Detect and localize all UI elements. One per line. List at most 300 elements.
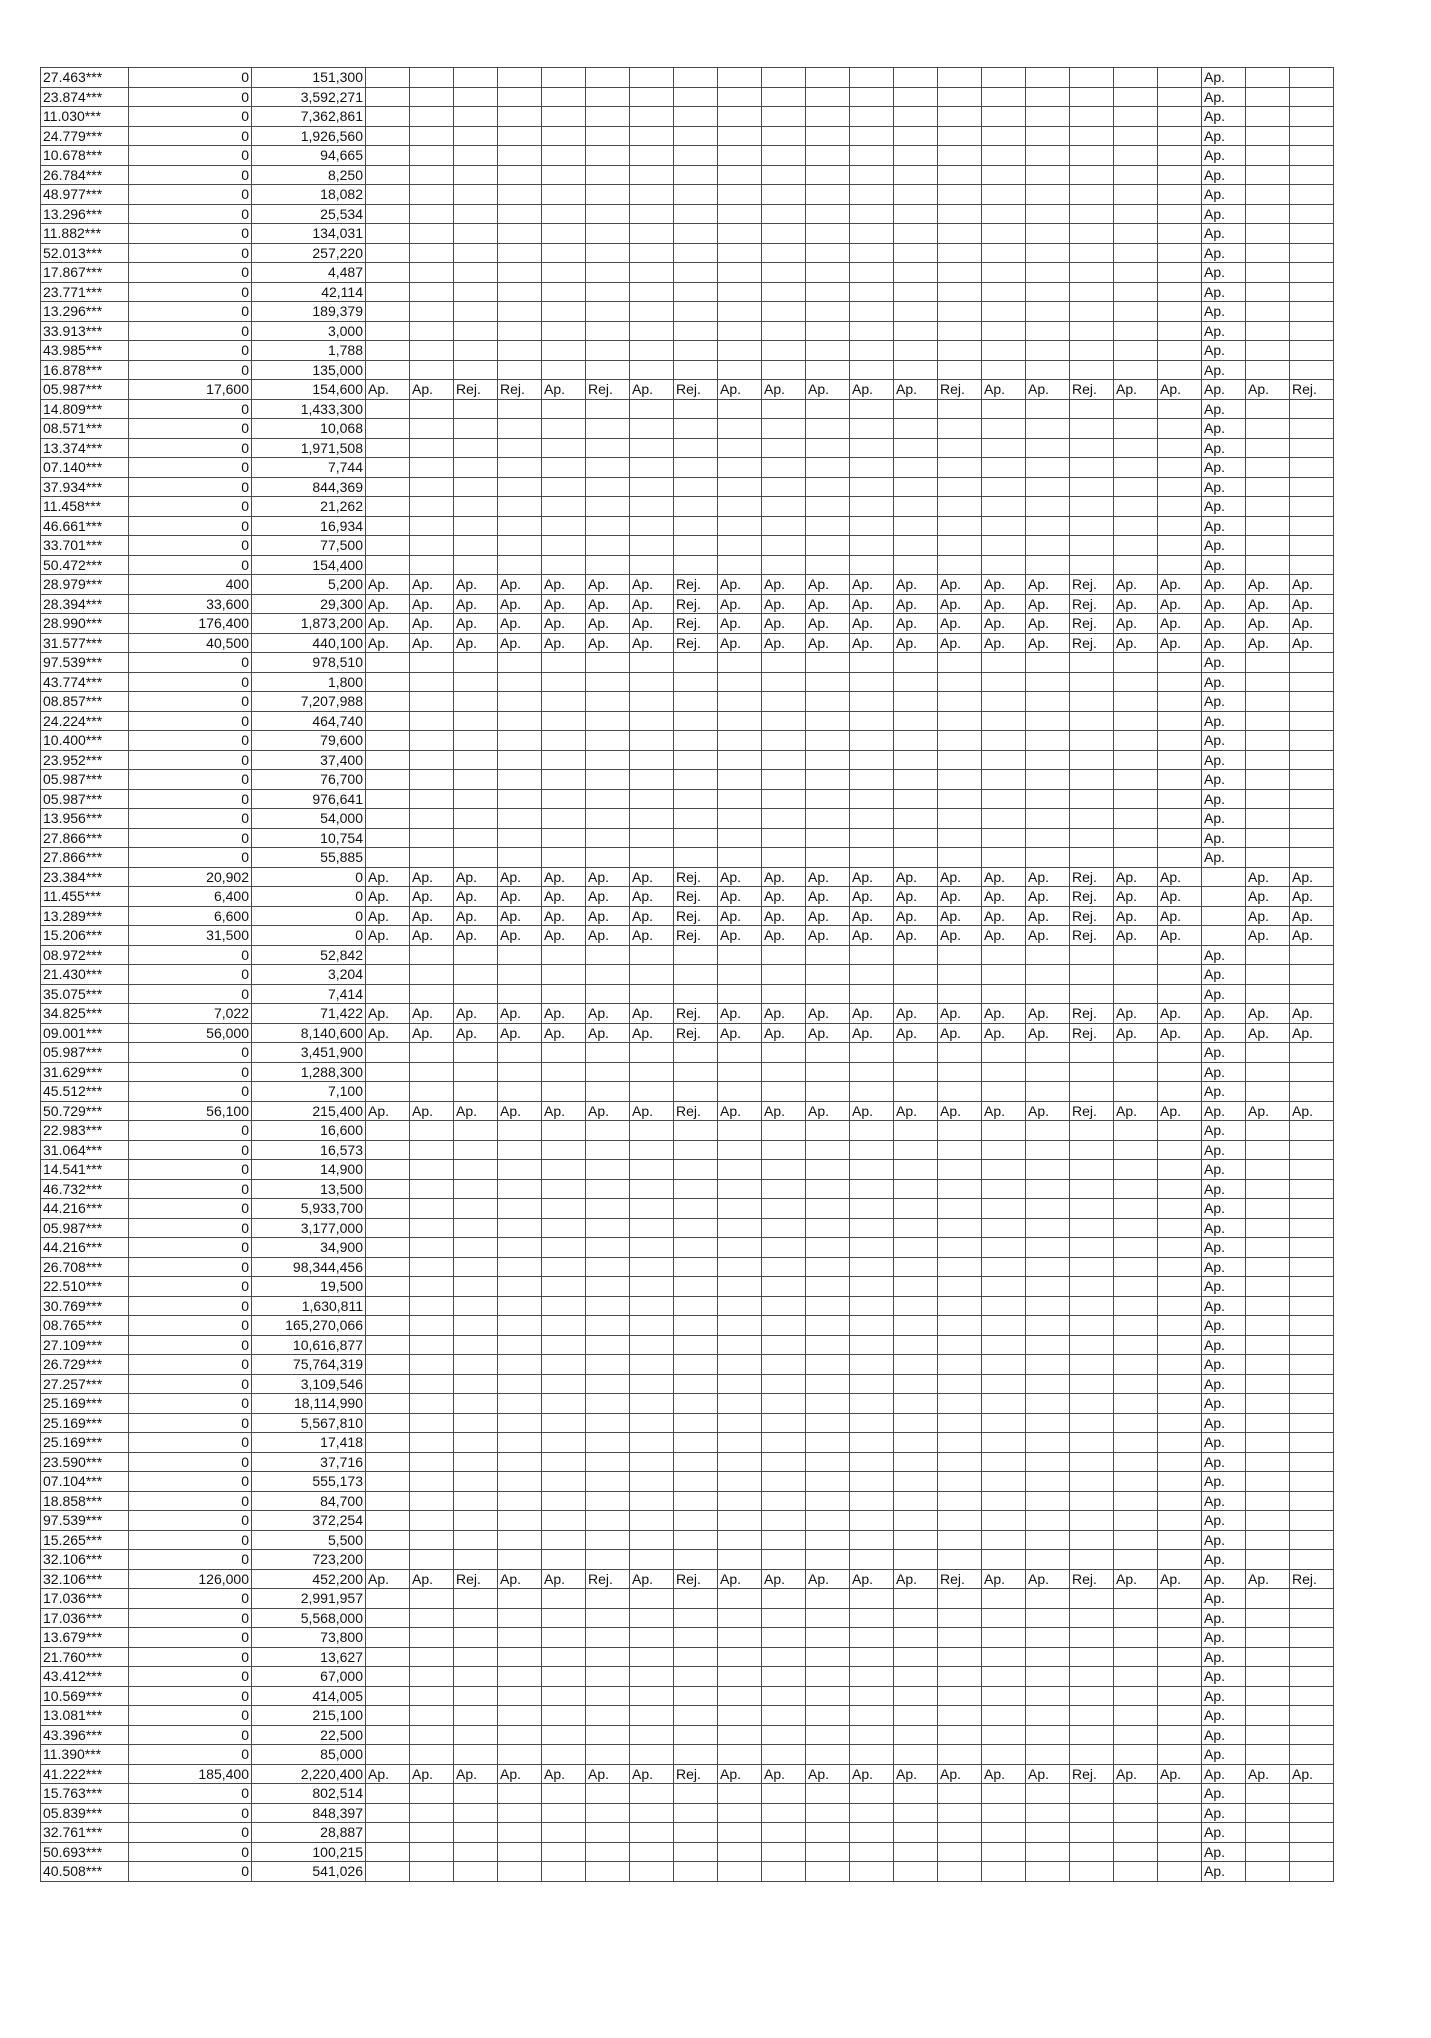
vote-cell <box>630 1725 674 1745</box>
holder-id-cell: 28.979*** <box>41 575 129 595</box>
shares-cell: 0 <box>129 1179 252 1199</box>
vote-cell: Ap. <box>1290 633 1334 653</box>
votes-cell: 37,400 <box>252 750 366 770</box>
vote-cell: Ap. <box>366 594 410 614</box>
vote-cell <box>410 497 454 517</box>
vote-cell: Ap. <box>1114 594 1158 614</box>
vote-cell <box>542 653 586 673</box>
vote-cell: Ap. <box>1290 926 1334 946</box>
vote-cell <box>498 1784 542 1804</box>
vote-cell <box>1290 848 1334 868</box>
vote-cell <box>1114 1608 1158 1628</box>
vote-cell <box>850 1862 894 1882</box>
vote-cell <box>806 165 850 185</box>
vote-cell: Ap. <box>1290 1004 1334 1024</box>
table-row <box>41 1140 1334 1160</box>
vote-cell: Ap. <box>1202 321 1246 341</box>
vote-cell: Ap. <box>630 380 674 400</box>
vote-cell: Ap. <box>850 594 894 614</box>
vote-cell <box>1114 1628 1158 1648</box>
vote-cell <box>674 399 718 419</box>
vote-cell <box>1246 1199 1290 1219</box>
vote-cell <box>1290 984 1334 1004</box>
vote-cell <box>850 1121 894 1141</box>
vote-cell <box>1026 1491 1070 1511</box>
table-row <box>41 731 1334 751</box>
shares-cell: 176,400 <box>129 614 252 634</box>
vote-cell: Rej. <box>674 867 718 887</box>
vote-cell <box>806 126 850 146</box>
vote-cell <box>806 282 850 302</box>
vote-cell <box>630 1550 674 1570</box>
vote-cell: Ap. <box>894 1004 938 1024</box>
vote-cell <box>982 1296 1026 1316</box>
vote-cell <box>630 1647 674 1667</box>
vote-cell <box>938 555 982 575</box>
vote-cell <box>630 555 674 575</box>
vote-cell <box>894 1725 938 1745</box>
vote-cell <box>718 653 762 673</box>
vote-cell <box>1290 1238 1334 1258</box>
vote-cell <box>1114 1218 1158 1238</box>
vote-cell <box>542 1823 586 1843</box>
holder-id-cell: 97.539*** <box>41 1511 129 1531</box>
table-row <box>41 1160 1334 1180</box>
vote-cell: Rej. <box>674 594 718 614</box>
vote-cell <box>718 438 762 458</box>
vote-cell <box>1290 1706 1334 1726</box>
vote-cell <box>1158 731 1202 751</box>
shares-cell: 17,600 <box>129 380 252 400</box>
vote-cell: Ap. <box>1290 906 1334 926</box>
vote-cell <box>1070 1842 1114 1862</box>
vote-cell: Ap. <box>894 594 938 614</box>
holder-id-cell: 07.104*** <box>41 1472 129 1492</box>
vote-cell <box>894 204 938 224</box>
vote-cell <box>1246 1491 1290 1511</box>
shares-cell: 0 <box>129 1296 252 1316</box>
vote-cell: Rej. <box>1070 906 1114 926</box>
vote-cell: Ap. <box>894 380 938 400</box>
vote-cell: Ap. <box>1202 1140 1246 1160</box>
vote-cell <box>1026 536 1070 556</box>
vote-cell <box>1246 1277 1290 1297</box>
vote-cell <box>982 1355 1026 1375</box>
vote-cell <box>1026 711 1070 731</box>
vote-cell <box>894 1667 938 1687</box>
vote-cell <box>1290 1277 1334 1297</box>
vote-cell <box>762 1511 806 1531</box>
vote-cell <box>982 165 1026 185</box>
vote-cell <box>762 146 806 166</box>
vote-cell <box>410 1316 454 1336</box>
vote-cell <box>1114 789 1158 809</box>
vote-cell <box>1070 809 1114 829</box>
vote-cell <box>410 1628 454 1648</box>
vote-cell <box>366 1355 410 1375</box>
vote-cell <box>718 1043 762 1063</box>
vote-cell <box>982 1082 1026 1102</box>
vote-cell <box>850 1706 894 1726</box>
vote-cell <box>1158 1296 1202 1316</box>
vote-cell <box>674 1043 718 1063</box>
holder-id-cell: 27.257*** <box>41 1374 129 1394</box>
vote-cell <box>938 399 982 419</box>
vote-cell <box>1114 1277 1158 1297</box>
vote-cell <box>1290 692 1334 712</box>
vote-cell <box>894 1452 938 1472</box>
vote-cell: Ap. <box>850 867 894 887</box>
vote-cell <box>454 1374 498 1394</box>
vote-cell <box>850 204 894 224</box>
vote-cell <box>1114 1394 1158 1414</box>
vote-cell: Ap. <box>762 926 806 946</box>
vote-cell <box>1246 107 1290 127</box>
vote-cell: Ap. <box>806 380 850 400</box>
vote-cell <box>894 1277 938 1297</box>
vote-cell <box>630 672 674 692</box>
vote-cell <box>410 1842 454 1862</box>
vote-cell <box>938 458 982 478</box>
votes-cell: 154,600 <box>252 380 366 400</box>
vote-cell <box>410 1374 454 1394</box>
vote-cell <box>586 419 630 439</box>
vote-cell <box>762 1628 806 1648</box>
vote-cell <box>498 146 542 166</box>
vote-cell: Ap. <box>1290 1023 1334 1043</box>
vote-cell <box>454 536 498 556</box>
holder-id-cell: 13.679*** <box>41 1628 129 1648</box>
vote-cell: Ap. <box>762 575 806 595</box>
vote-cell <box>1070 516 1114 536</box>
table-row <box>41 1238 1334 1258</box>
vote-cell: Ap. <box>762 1569 806 1589</box>
vote-cell: Ap. <box>806 594 850 614</box>
vote-cell <box>1290 68 1334 88</box>
vote-cell <box>982 770 1026 790</box>
vote-cell <box>498 68 542 88</box>
vote-cell <box>762 809 806 829</box>
vote-cell: Rej. <box>674 1569 718 1589</box>
vote-cell: Ap. <box>894 575 938 595</box>
vote-cell: Ap. <box>938 1764 982 1784</box>
vote-cell <box>1246 1706 1290 1726</box>
vote-cell <box>674 770 718 790</box>
vote-cell <box>718 1121 762 1141</box>
vote-cell <box>366 1374 410 1394</box>
vote-cell <box>1026 1335 1070 1355</box>
vote-cell <box>454 282 498 302</box>
vote-cell <box>1246 1218 1290 1238</box>
vote-cell: Ap. <box>498 926 542 946</box>
shares-cell: 0 <box>129 126 252 146</box>
vote-cell: Ap. <box>718 633 762 653</box>
vote-cell <box>674 809 718 829</box>
vote-cell <box>1246 419 1290 439</box>
vote-cell <box>1290 1355 1334 1375</box>
vote-cell: Ap. <box>1026 867 1070 887</box>
shares-cell: 0 <box>129 438 252 458</box>
vote-cell <box>410 87 454 107</box>
vote-cell <box>718 185 762 205</box>
vote-cell <box>674 126 718 146</box>
vote-cell <box>806 497 850 517</box>
vote-cell <box>982 419 1026 439</box>
holder-id-cell: 26.708*** <box>41 1257 129 1277</box>
vote-cell <box>586 1316 630 1336</box>
vote-cell <box>1114 204 1158 224</box>
vote-cell: Ap. <box>366 867 410 887</box>
vote-cell: Ap. <box>410 614 454 634</box>
vote-cell <box>1246 965 1290 985</box>
vote-cell <box>762 438 806 458</box>
vote-cell <box>762 321 806 341</box>
vote-cell <box>982 224 1026 244</box>
vote-cell: Ap. <box>1202 477 1246 497</box>
vote-cell <box>806 1784 850 1804</box>
vote-cell <box>454 126 498 146</box>
vote-cell <box>1026 126 1070 146</box>
vote-cell <box>806 107 850 127</box>
vote-cell: Ap. <box>454 867 498 887</box>
vote-cell: Ap. <box>1158 867 1202 887</box>
vote-cell <box>498 1589 542 1609</box>
vote-cell <box>1158 1394 1202 1414</box>
vote-cell: Ap. <box>850 1569 894 1589</box>
vote-cell <box>1070 1745 1114 1765</box>
vote-cell <box>542 1667 586 1687</box>
shares-cell: 0 <box>129 1667 252 1687</box>
vote-cell <box>498 1335 542 1355</box>
table-row <box>41 1257 1334 1277</box>
vote-cell <box>718 848 762 868</box>
vote-cell <box>542 1277 586 1297</box>
table-row <box>41 1101 1334 1121</box>
vote-cell <box>586 711 630 731</box>
vote-cell <box>674 1823 718 1843</box>
vote-cell <box>1290 1784 1334 1804</box>
vote-cell <box>630 1472 674 1492</box>
vote-cell: Rej. <box>674 614 718 634</box>
vote-cell <box>718 984 762 1004</box>
vote-cell: Ap. <box>366 906 410 926</box>
vote-cell <box>762 68 806 88</box>
vote-cell <box>542 1472 586 1492</box>
vote-cell <box>366 750 410 770</box>
vote-cell <box>850 711 894 731</box>
vote-cell <box>1290 1335 1334 1355</box>
vote-cell <box>410 1608 454 1628</box>
vote-cell <box>674 1667 718 1687</box>
vote-cell: Ap. <box>366 633 410 653</box>
vote-cell <box>454 1394 498 1414</box>
vote-cell <box>894 438 938 458</box>
vote-cell <box>762 1862 806 1882</box>
vote-cell <box>1290 1862 1334 1882</box>
vote-cell <box>542 809 586 829</box>
vote-cell <box>366 848 410 868</box>
table-row <box>41 1589 1334 1609</box>
vote-cell <box>718 828 762 848</box>
vote-cell <box>586 1667 630 1687</box>
vote-cell <box>366 68 410 88</box>
vote-cell <box>718 243 762 263</box>
vote-cell <box>1290 1511 1334 1531</box>
vote-cell <box>1114 458 1158 478</box>
votes-cell: 7,100 <box>252 1082 366 1102</box>
vote-cell <box>718 1745 762 1765</box>
vote-cell <box>1290 1043 1334 1063</box>
vote-cell <box>806 1745 850 1765</box>
vote-cell <box>366 1628 410 1648</box>
holder-id-cell: 44.216*** <box>41 1238 129 1258</box>
vote-cell: Ap. <box>1158 926 1202 946</box>
table-row <box>41 438 1334 458</box>
vote-cell <box>1158 1335 1202 1355</box>
vote-cell <box>410 321 454 341</box>
vote-cell <box>454 1062 498 1082</box>
vote-cell <box>1070 1238 1114 1258</box>
vote-cell <box>586 1062 630 1082</box>
shares-cell: 0 <box>129 321 252 341</box>
vote-cell <box>938 1628 982 1648</box>
vote-cell: Ap. <box>630 906 674 926</box>
vote-cell <box>806 263 850 283</box>
vote-cell <box>806 1803 850 1823</box>
vote-cell <box>410 1530 454 1550</box>
vote-cell <box>586 1803 630 1823</box>
vote-cell <box>366 1803 410 1823</box>
vote-cell <box>366 555 410 575</box>
vote-cell <box>542 107 586 127</box>
vote-cell <box>1246 828 1290 848</box>
vote-cell <box>1290 282 1334 302</box>
vote-cell <box>938 1589 982 1609</box>
vote-cell <box>1114 1179 1158 1199</box>
vote-cell <box>674 1784 718 1804</box>
vote-cell <box>938 770 982 790</box>
vote-cell <box>718 1862 762 1882</box>
shares-cell: 31,500 <box>129 926 252 946</box>
vote-cell <box>674 945 718 965</box>
vote-cell <box>630 789 674 809</box>
vote-cell <box>982 555 1026 575</box>
vote-cell <box>718 555 762 575</box>
vote-cell <box>630 711 674 731</box>
vote-cell <box>718 536 762 556</box>
holder-id-cell: 48.977*** <box>41 185 129 205</box>
vote-cell <box>718 1706 762 1726</box>
votes-cell: 5,567,810 <box>252 1413 366 1433</box>
vote-cell <box>366 789 410 809</box>
vote-cell <box>410 1803 454 1823</box>
vote-cell <box>410 1511 454 1531</box>
vote-cell: Ap. <box>1202 1413 1246 1433</box>
vote-cell <box>674 536 718 556</box>
vote-cell <box>498 1238 542 1258</box>
vote-cell <box>586 1433 630 1453</box>
vote-cell: Rej. <box>674 380 718 400</box>
vote-cell <box>894 848 938 868</box>
vote-cell <box>1070 1179 1114 1199</box>
vote-cell: Ap. <box>454 633 498 653</box>
votes-cell: 154,400 <box>252 555 366 575</box>
table-row <box>41 380 1334 400</box>
vote-cell <box>1026 672 1070 692</box>
vote-cell: Rej. <box>674 906 718 926</box>
vote-cell <box>1158 945 1202 965</box>
vote-cell <box>1070 653 1114 673</box>
votes-cell: 802,514 <box>252 1784 366 1804</box>
vote-cell <box>938 653 982 673</box>
vote-cell: Ap. <box>498 633 542 653</box>
vote-cell <box>1290 1647 1334 1667</box>
vote-cell: Ap. <box>1202 516 1246 536</box>
vote-cell <box>1114 497 1158 517</box>
vote-cell <box>674 711 718 731</box>
vote-cell <box>1070 750 1114 770</box>
votes-cell: 16,573 <box>252 1140 366 1160</box>
vote-cell <box>674 1745 718 1765</box>
holder-id-cell: 32.761*** <box>41 1823 129 1843</box>
vote-cell <box>366 1686 410 1706</box>
vote-cell <box>630 1511 674 1531</box>
vote-cell: Rej. <box>674 1764 718 1784</box>
vote-cell <box>410 185 454 205</box>
vote-cell <box>366 1238 410 1258</box>
vote-cell <box>410 1140 454 1160</box>
vote-cell <box>410 1472 454 1492</box>
vote-cell <box>850 1472 894 1492</box>
holder-id-cell: 23.590*** <box>41 1452 129 1472</box>
vote-cell <box>498 1511 542 1531</box>
table-row <box>41 1374 1334 1394</box>
votes-cell: 13,500 <box>252 1179 366 1199</box>
vote-cell <box>982 399 1026 419</box>
vote-cell <box>850 672 894 692</box>
vote-cell <box>982 68 1026 88</box>
vote-cell <box>366 146 410 166</box>
vote-cell <box>630 1491 674 1511</box>
vote-cell: Ap. <box>498 594 542 614</box>
vote-cell <box>1114 1725 1158 1745</box>
vote-cell <box>1290 399 1334 419</box>
table-row <box>41 984 1334 1004</box>
vote-cell <box>1246 87 1290 107</box>
holder-id-cell: 15.206*** <box>41 926 129 946</box>
vote-cell <box>454 399 498 419</box>
vote-cell <box>630 1784 674 1804</box>
table-row <box>41 1413 1334 1433</box>
vote-cell <box>410 146 454 166</box>
vote-cell <box>894 1823 938 1843</box>
vote-cell <box>806 87 850 107</box>
vote-cell <box>498 1823 542 1843</box>
vote-cell <box>674 497 718 517</box>
shares-cell: 0 <box>129 1355 252 1375</box>
shares-cell: 7,022 <box>129 1004 252 1024</box>
vote-cell <box>938 107 982 127</box>
vote-cell <box>938 1257 982 1277</box>
vote-cell: Ap. <box>718 1569 762 1589</box>
vote-cell <box>1290 1374 1334 1394</box>
vote-cell <box>1246 146 1290 166</box>
vote-cell <box>938 146 982 166</box>
holder-id-cell: 97.539*** <box>41 653 129 673</box>
vote-cell <box>938 1413 982 1433</box>
vote-cell <box>1246 1803 1290 1823</box>
vote-cell <box>806 1160 850 1180</box>
